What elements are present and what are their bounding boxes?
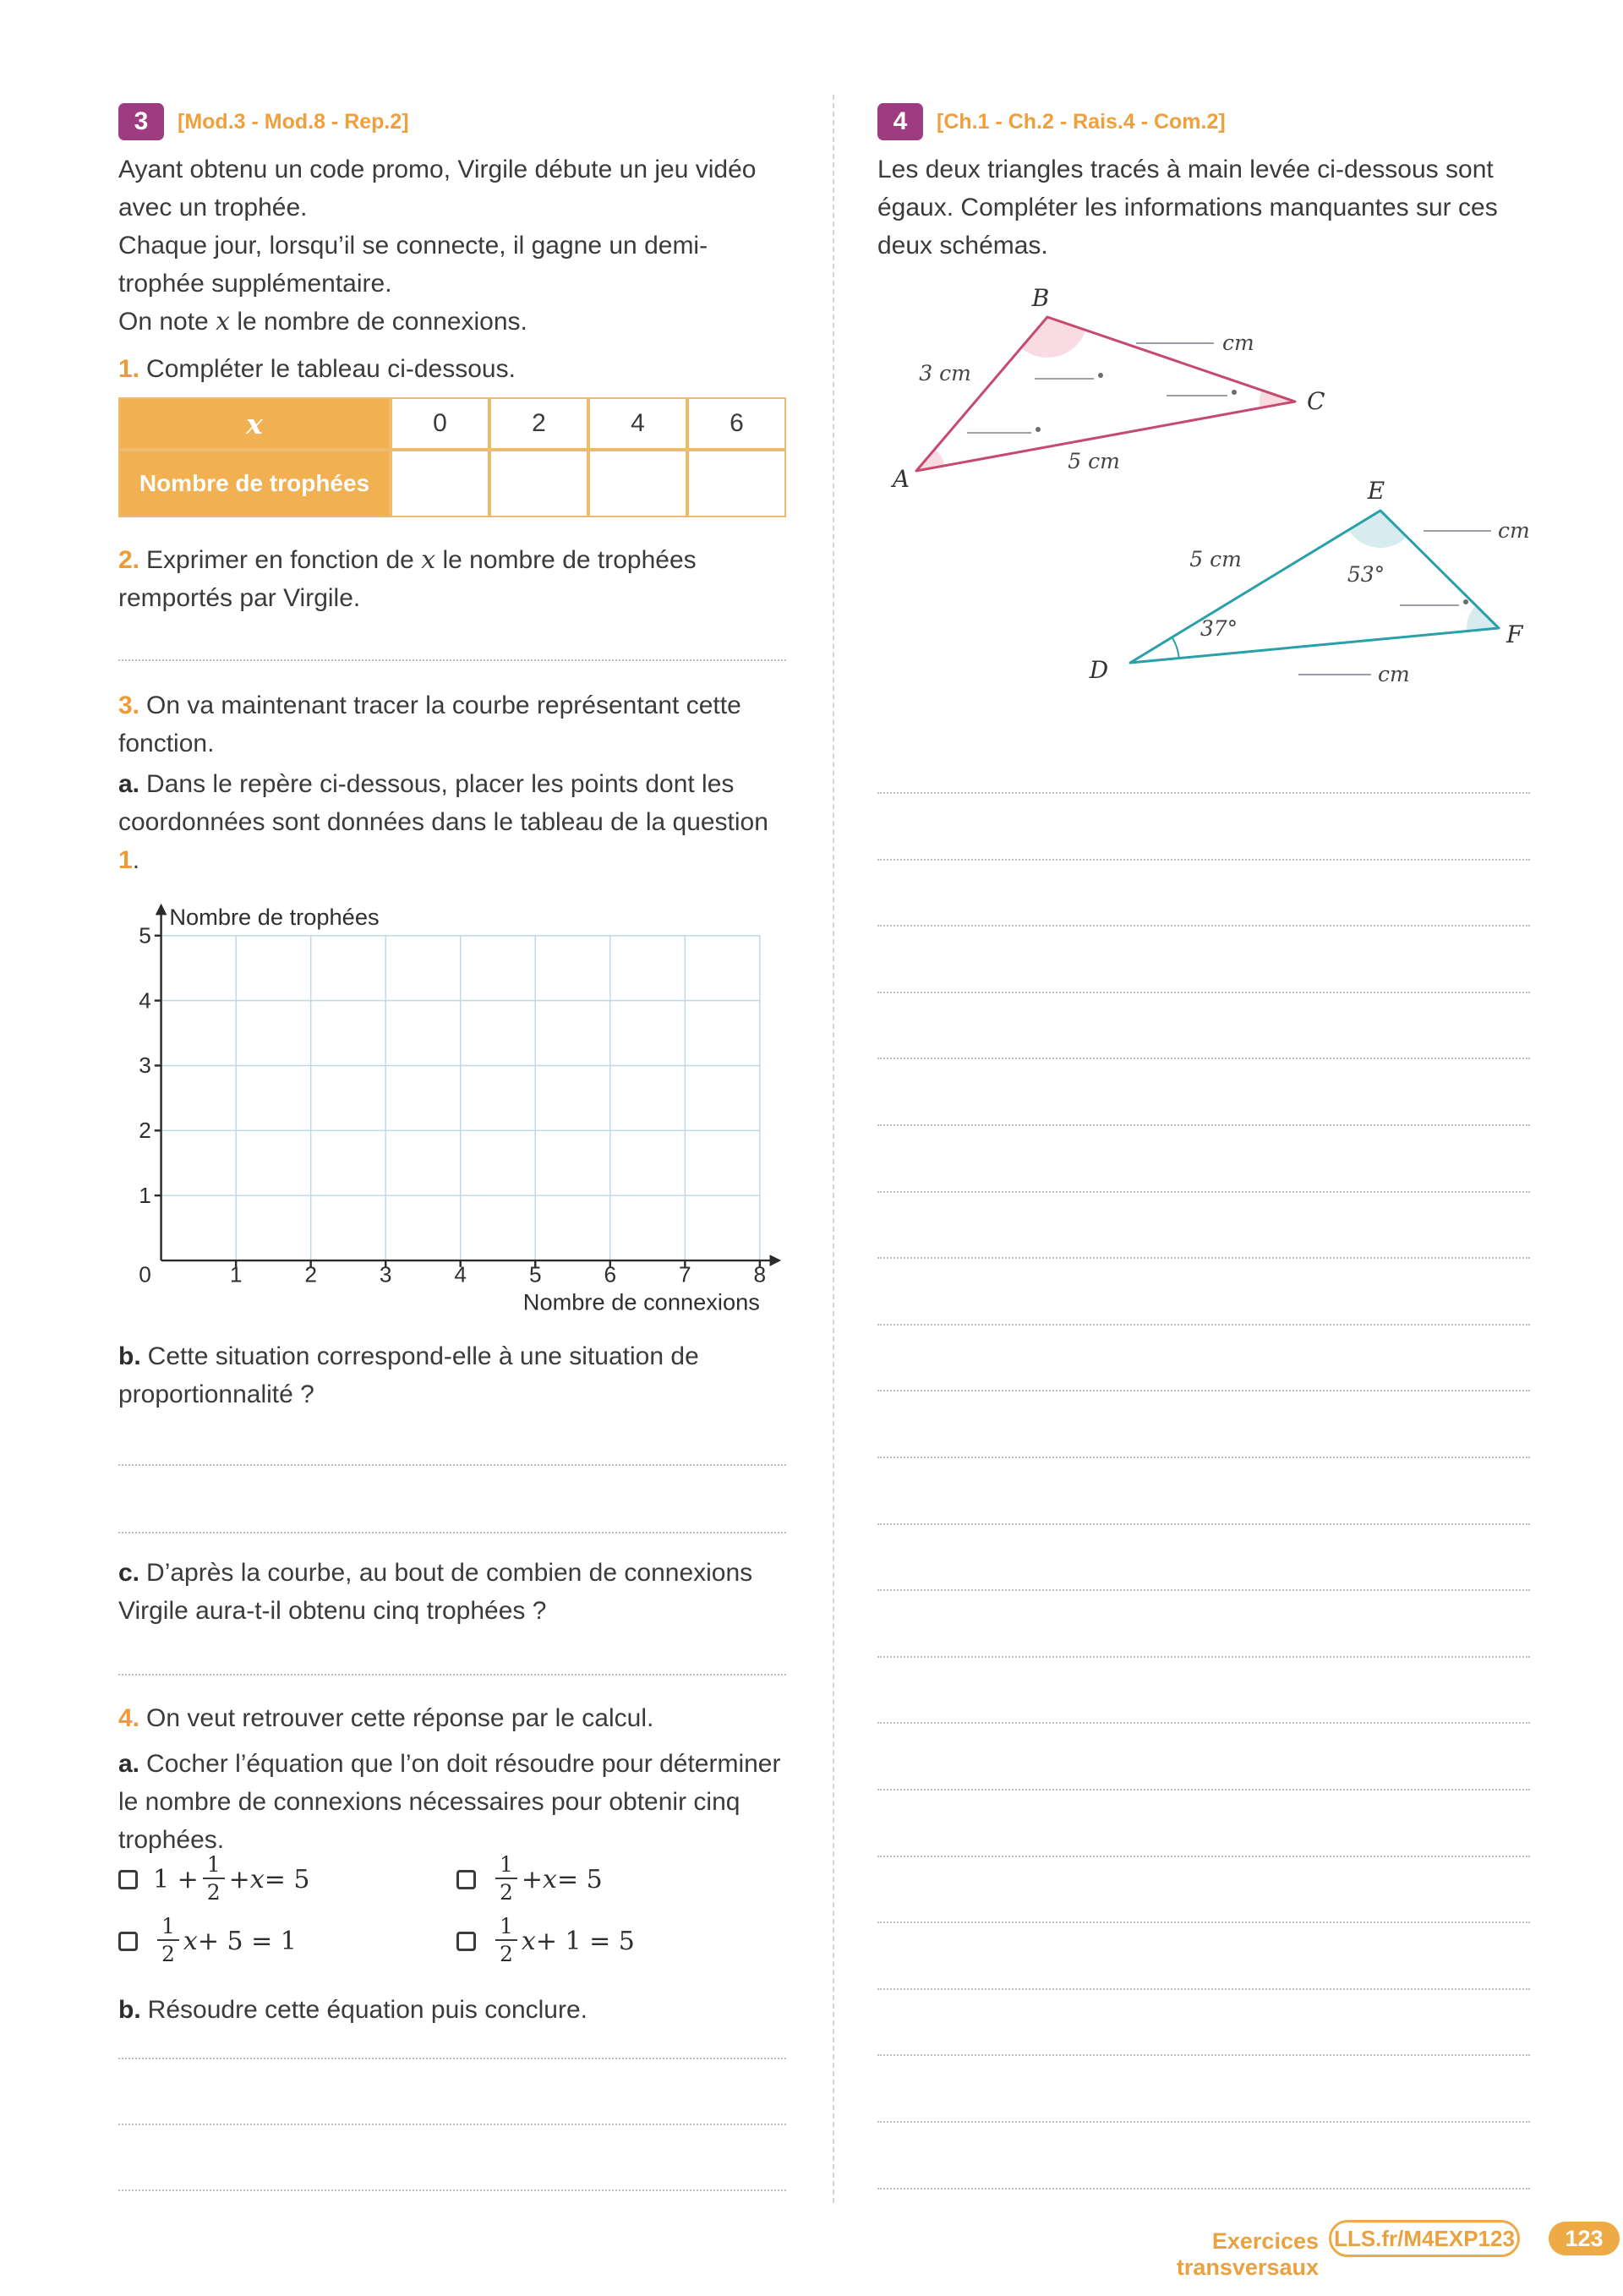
table-answer-cell[interactable]: [391, 450, 489, 517]
vertex-label-e: E: [1367, 477, 1385, 505]
table-header-row: [118, 397, 786, 450]
eq-mid: +: [228, 1864, 250, 1894]
fraction: [157, 1916, 179, 1965]
exercise-3-header: [118, 103, 786, 140]
question-ref: 1: [118, 846, 133, 874]
y-axis-arrow: [156, 904, 167, 916]
x-tick-label: 2: [304, 1261, 317, 1287]
answer-line[interactable]: [877, 1589, 1530, 1591]
answer-line[interactable]: [877, 1058, 1530, 1059]
question-3b: [118, 1337, 786, 1413]
answer-line[interactable]: [877, 1656, 1530, 1658]
answer-lines: [877, 792, 1530, 2195]
x-tick-label: 5: [528, 1261, 542, 1287]
exercise-3: [118, 0, 786, 2296]
x-tick-label: 6: [604, 1261, 617, 1287]
checkbox[interactable]: [456, 1932, 476, 1951]
side-df-unit-label: cm: [1378, 662, 1410, 686]
question-3-number: 3.: [118, 692, 140, 719]
fraction: [495, 1854, 517, 1903]
question-3b-letter: b.: [118, 1342, 141, 1370]
answer-line[interactable]: [877, 1523, 1530, 1525]
variable-x: x: [216, 307, 230, 336]
variable-x: x: [421, 545, 436, 575]
fraction-denominator: 2: [161, 1942, 175, 1966]
x-tick-label: 7: [679, 1261, 691, 1287]
side-de-label: 5 cm: [1189, 547, 1242, 571]
question-4-number: 4.: [118, 1704, 140, 1732]
variable-x: x: [249, 1864, 265, 1894]
variable-x: x: [183, 1926, 198, 1956]
table-answer-cell[interactable]: [588, 450, 687, 517]
question-3a-end: .: [132, 846, 140, 874]
answer-line[interactable]: [877, 1922, 1530, 1923]
equation-option-2: [456, 1851, 603, 1907]
question-4a: [118, 1745, 786, 1859]
vertex-label-f: F: [1506, 620, 1523, 648]
question-2: [118, 541, 786, 617]
question-3-text: On va maintenant tracer la courbe représentant cette fonction.: [118, 692, 741, 757]
degree-dot: [1232, 390, 1237, 395]
checkbox[interactable]: [456, 1870, 476, 1889]
eq-mid: +: [521, 1864, 544, 1894]
question-4b-text: Résoudre cette équation puis conclure.: [147, 1996, 587, 2024]
note-pre: On note: [118, 308, 216, 336]
side-ac-label: 5 cm: [1068, 449, 1120, 473]
equation-option-3: [118, 1913, 297, 1969]
degree-dot: [1036, 427, 1041, 432]
answer-line[interactable]: [877, 1789, 1530, 1790]
table-col-value: 6: [687, 397, 786, 450]
question-4a-letter: a.: [118, 1750, 140, 1778]
y-tick-label: 1: [139, 1182, 151, 1208]
answer-line[interactable]: [877, 1257, 1530, 1259]
exercise-tags: [Ch.1 - Ch.2 - Rais.4 - Com.2]: [937, 109, 1226, 134]
x-tick-label: 8: [753, 1261, 767, 1287]
fraction-denominator: 2: [500, 1942, 513, 1966]
answer-line[interactable]: [118, 2124, 786, 2125]
side-ef-unit-label: cm: [1498, 518, 1530, 543]
question-4: [118, 1699, 786, 1737]
fraction-numerator: 1: [157, 1916, 179, 1941]
answer-line[interactable]: [877, 1988, 1530, 1990]
fraction-denominator: 2: [206, 1880, 221, 1905]
degree-dot: [1463, 599, 1468, 604]
table-col-value: 4: [588, 397, 687, 450]
page-number-badge: 123: [1549, 2222, 1620, 2255]
side-bc-unit-label: cm: [1222, 331, 1254, 355]
answer-blanks-abc[interactable]: [967, 343, 1227, 433]
x-tick-label: 3: [379, 1261, 392, 1287]
trophy-table: [118, 397, 786, 517]
y-tick-label: 2: [139, 1118, 151, 1144]
question-4-text: On veut retrouver cette réponse par le calcul.: [146, 1704, 654, 1732]
equation-option-1: [118, 1851, 310, 1907]
eq-pre: 1 +: [153, 1864, 199, 1894]
fraction-numerator: 1: [495, 1916, 517, 1941]
angle-e-label: 53°: [1347, 562, 1385, 587]
eq-post: = 5: [556, 1864, 603, 1894]
answer-line[interactable]: [118, 2189, 786, 2191]
vertex-label-d: D: [1089, 656, 1109, 684]
vertex-label-c: C: [1307, 387, 1325, 415]
answer-line[interactable]: [877, 1124, 1530, 1126]
exercise-4-header: [877, 103, 1530, 140]
intro-paragraph-1: Ayant obtenu un code promo, Virgile débute un jeu vidéo avec un trophée.: [118, 156, 757, 221]
question-1-number: 1.: [118, 355, 140, 383]
triangles-figure: [877, 287, 1530, 727]
answer-line[interactable]: [877, 2054, 1530, 2056]
question-2-post: le nombre de trophées remportés par Virgile.: [118, 546, 697, 612]
answer-line[interactable]: [118, 2058, 786, 2059]
answer-line[interactable]: [118, 1464, 786, 1466]
exercise-tags: [Mod.3 - Mod.8 - Rep.2]: [178, 109, 409, 134]
checkbox[interactable]: [118, 1870, 138, 1889]
answer-line[interactable]: [877, 2121, 1530, 2123]
question-3c-text: D’après la courbe, au bout de combien de connexions Virgile aura-t-il obtenu cinq trophées ?: [118, 1559, 753, 1625]
triangle-def-outline: [1130, 511, 1499, 663]
grid-lines: [161, 936, 760, 1260]
table-answer-cell[interactable]: [489, 450, 588, 517]
question-4b-letter: b.: [118, 1996, 141, 2024]
variable-x: x: [521, 1926, 536, 1956]
question-1-text: Compléter le tableau ci-dessous.: [146, 355, 516, 383]
angle-arc-d: [1172, 637, 1179, 659]
answer-line[interactable]: [118, 1532, 786, 1533]
x-tick-label: 1: [229, 1261, 243, 1287]
answer-line[interactable]: [877, 992, 1530, 993]
variable-x: x: [543, 1864, 557, 1894]
eq-post: + 5 = 1: [197, 1926, 297, 1956]
question-2-pre: Exprimer en fonction de: [146, 546, 422, 574]
exercise-4: [877, 0, 1530, 2296]
triangle-abc: [890, 287, 1325, 493]
answer-line[interactable]: [877, 2188, 1530, 2189]
answer-line[interactable]: [877, 792, 1530, 794]
fraction: [203, 1854, 225, 1903]
question-4b: [118, 1991, 786, 2029]
vertex-label-b: B: [1031, 287, 1050, 312]
table-answer-cell[interactable]: [687, 450, 786, 517]
vertex-label-a: A: [892, 465, 910, 493]
fraction-denominator: 2: [500, 1880, 513, 1905]
x-axis-title: Nombre de connexions: [522, 1288, 760, 1315]
question-3c: [118, 1554, 786, 1630]
answer-line[interactable]: [118, 659, 786, 661]
exercise-number-badge: 4: [877, 103, 923, 140]
fraction-numerator: 1: [203, 1854, 225, 1879]
answer-line[interactable]: [877, 925, 1530, 927]
question-2-number: 2.: [118, 546, 140, 574]
angle-d-label: 37°: [1199, 616, 1238, 641]
column-divider: [833, 95, 834, 2203]
footer-section-label: Exercices transversaux: [1176, 2228, 1319, 2280]
answer-line[interactable]: [877, 1191, 1530, 1193]
note-post: le nombre de connexions.: [230, 308, 527, 336]
answer-line[interactable]: [877, 1390, 1530, 1391]
eq-post: + 1 = 5: [535, 1926, 635, 1956]
answer-line[interactable]: [877, 1324, 1530, 1326]
checkbox[interactable]: [118, 1932, 138, 1951]
answer-line[interactable]: [877, 1722, 1530, 1724]
x-axis-arrow: [770, 1255, 782, 1266]
question-1: [118, 350, 786, 388]
footer-link-box: LLS.fr/M4EXP123: [1329, 2220, 1520, 2257]
question-3a: [118, 765, 786, 879]
question-3c-letter: c.: [118, 1559, 140, 1587]
axes: [155, 913, 772, 1266]
triangle-def: [1089, 477, 1530, 686]
y-tick-label: 4: [139, 987, 151, 1014]
eq-post: = 5: [264, 1864, 310, 1894]
table-col-value: 2: [489, 397, 588, 450]
coordinate-grid: [118, 894, 786, 1326]
answer-line[interactable]: [877, 859, 1530, 861]
side-ab-label: 3 cm: [919, 361, 971, 385]
x-tick-label: 4: [454, 1261, 467, 1287]
question-3b-text: Cette situation correspond-elle à une situation de proportionnalité ?: [118, 1342, 699, 1408]
exercise-4-intro: Les deux triangles tracés à main levée ci-dessous sont égaux. Compléter les informations manquantes sur ces deux schémas.: [877, 156, 1498, 260]
table-header-x: x: [118, 397, 391, 450]
question-4a-text: Cocher l’équation que l’on doit résoudre pour déterminer le nombre de connexions nécessaires pour obtenir cinq trophées.: [118, 1750, 781, 1854]
fraction: [495, 1916, 517, 1965]
fraction-numerator: 1: [495, 1854, 517, 1879]
answer-blanks-def[interactable]: [1298, 531, 1491, 675]
origin-label: 0: [139, 1261, 151, 1287]
y-axis-title: Nombre de trophées: [169, 904, 380, 931]
y-tick-label: 3: [139, 1052, 151, 1079]
equation-option-4: [456, 1913, 635, 1969]
question-3a-text: Dans le repère ci-dessous, placer les points dont les coordonnées sont données dans le tableau de la question: [118, 770, 768, 836]
intro-note: [118, 303, 786, 341]
table-answer-row: [118, 450, 786, 517]
answer-line[interactable]: [118, 1674, 786, 1676]
question-3: [118, 686, 786, 763]
table-col-value: 0: [391, 397, 489, 450]
exercise-number-badge: 3: [118, 103, 164, 140]
y-tick-label: 5: [139, 922, 151, 948]
intro-paragraph-2: Chaque jour, lorsqu’il se connecte, il gagne un demi-trophée supplémentaire.: [118, 232, 708, 298]
answer-line[interactable]: [877, 1457, 1530, 1458]
degree-dot: [1098, 373, 1103, 378]
answer-line[interactable]: [877, 1856, 1530, 1857]
table-row-label: Nombre de trophées: [118, 450, 391, 517]
question-3a-letter: a.: [118, 770, 140, 798]
